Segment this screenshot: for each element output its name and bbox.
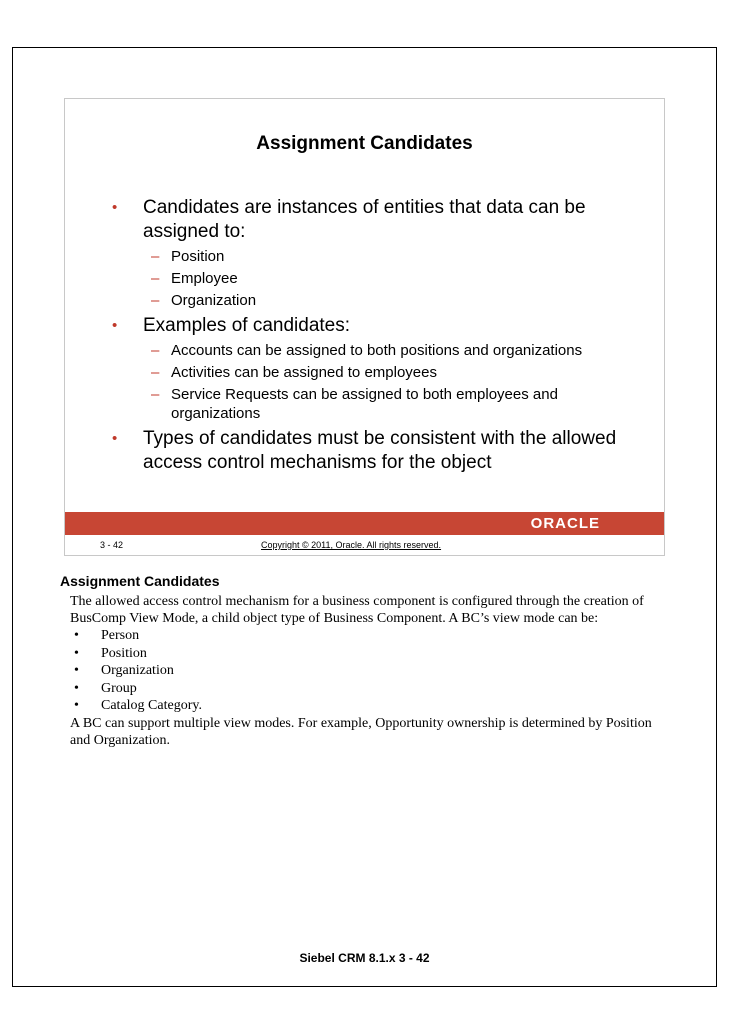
sub-bullet-text: Accounts can be assigned to both positions and organizations — [171, 342, 583, 359]
slide — [64, 98, 665, 556]
slide-bullet — [112, 196, 623, 244]
list-item — [74, 697, 670, 715]
sub-bullet — [151, 341, 641, 360]
dash-icon: – — [151, 342, 160, 359]
slide-body — [65, 196, 664, 475]
oracle-logo: ORACLE — [530, 515, 600, 532]
view-mode-list — [60, 627, 670, 715]
dash-icon: – — [151, 364, 160, 381]
notes-closing: A BC can support multiple view modes. For example, Opportunity ownership is determined by Position and Organization. — [70, 715, 652, 748]
slide-footer-bar — [65, 512, 664, 535]
bullet-dot-icon: • — [74, 680, 79, 696]
bullet-dot-icon: • — [112, 199, 118, 216]
bullet-dot-icon: • — [74, 698, 79, 713]
sub-bullet-text: Employee — [171, 270, 238, 287]
sub-bullet — [151, 269, 641, 288]
dash-icon: – — [151, 248, 160, 265]
sub-bullet — [151, 385, 641, 423]
sub-bullet-text: Position — [171, 248, 225, 265]
page-footer: Siebel CRM 8.1.x 3 - 42 — [299, 951, 430, 965]
bullet-text: Types of candidates must be consistent with the allowed access control mechanisms for the object — [143, 428, 617, 473]
list-item-text: Person — [101, 628, 140, 643]
list-item — [74, 627, 670, 645]
notes-title: Assignment Candidates — [60, 573, 220, 589]
bullet-dot-icon: • — [112, 317, 118, 334]
bullet-dot-icon: • — [74, 628, 79, 643]
dash-icon: – — [151, 270, 160, 287]
notes-section — [60, 573, 670, 749]
dash-icon: – — [151, 292, 160, 309]
bullet-text: Candidates are instances of entities that data can be assigned to: — [143, 197, 586, 242]
bullet-dot-icon: • — [112, 430, 118, 447]
sub-bullet-list — [151, 341, 664, 423]
slide-bullet — [112, 314, 623, 338]
slide-footer — [65, 535, 664, 555]
list-item-text: Group — [101, 680, 137, 696]
slide-title: Assignment Candidates — [256, 133, 473, 154]
list-item — [74, 645, 670, 663]
slide-bullet — [112, 427, 623, 475]
notes-intro: The allowed access control mechanism for a business component is configured through the creation of BusComp View Mode, a child object type of Business Component. A BC’s view mode can be: — [70, 594, 644, 626]
list-item — [74, 662, 670, 680]
sub-bullet — [151, 247, 641, 266]
sub-bullet — [151, 363, 641, 382]
dash-icon: – — [151, 386, 160, 403]
list-item-text: Catalog Category. — [101, 698, 202, 713]
sub-bullet-text: Organization — [171, 292, 257, 309]
copyright-text: Copyright © 2011, Oracle. All rights reserved. — [261, 540, 442, 550]
sub-bullet — [151, 291, 641, 310]
slide-number: 3 - 42 — [100, 540, 124, 550]
bullet-text: Examples of candidates: — [143, 315, 351, 336]
sub-bullet-text: Service Requests can be assigned to both employees and organizations — [171, 386, 558, 422]
list-item-text: Position — [101, 645, 147, 661]
sub-bullet-text: Activities can be assigned to employees — [171, 364, 437, 381]
list-item — [74, 680, 670, 698]
bullet-dot-icon: • — [74, 663, 79, 678]
bullet-dot-icon: • — [74, 645, 79, 661]
list-item-text: Organization — [101, 663, 174, 678]
sub-bullet-list — [151, 247, 664, 310]
